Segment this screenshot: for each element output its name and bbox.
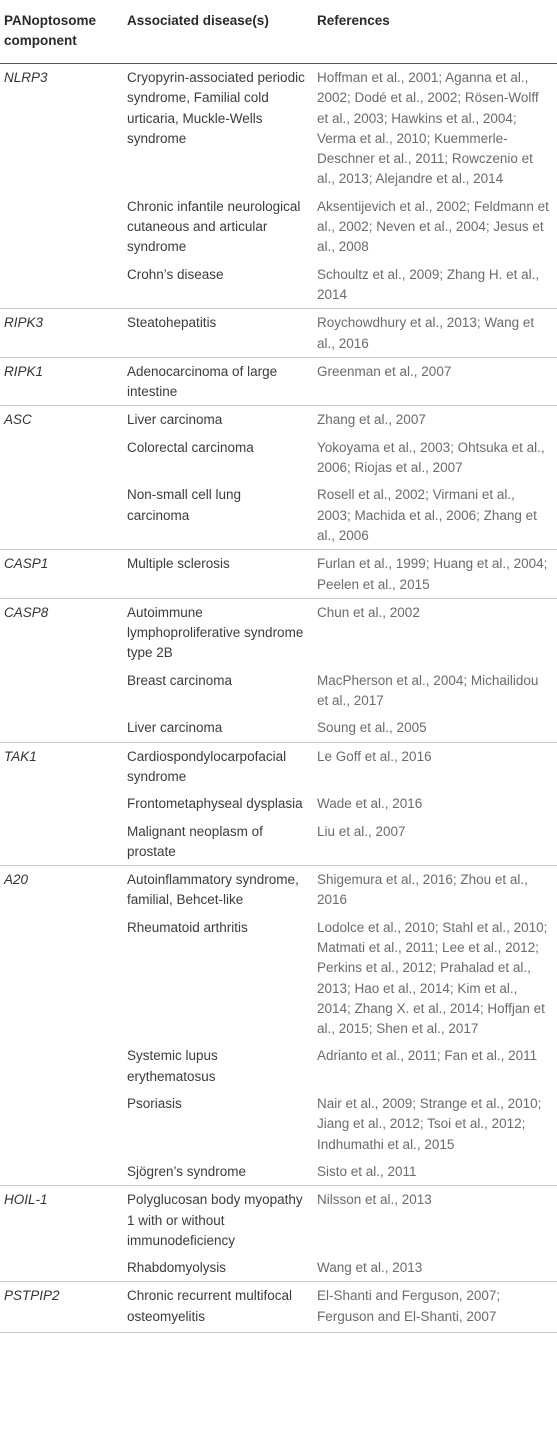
references-cell: Le Goff et al., 2016	[313, 742, 557, 790]
references-cell: Sisto et al., 2011	[317, 1163, 417, 1179]
table-row	[0, 1186, 557, 1254]
references-cell: Roychowdhury et al., 2013; Wang et al., 2016	[313, 309, 557, 358]
table-row	[0, 481, 557, 549]
component-cell	[0, 790, 123, 817]
disease-cell: Crohn’s disease	[127, 266, 224, 282]
table-row	[0, 64, 557, 193]
table-row	[0, 598, 557, 666]
references-cell: Adrianto et al., 2011; Fan et al., 2011	[317, 1048, 538, 1064]
component-cell	[0, 1042, 123, 1090]
component-cell: RIPK3	[0, 309, 123, 358]
table-row	[0, 818, 557, 866]
disease-cell: Rheumatoid arthritis	[127, 919, 248, 935]
table-row	[0, 1090, 557, 1158]
disease-cell: Autoinflammatory syndrome, familial, Behcet-like	[123, 866, 313, 914]
table-row	[0, 357, 557, 406]
disease-cell: Colorectal carcinoma	[127, 439, 254, 455]
disease-cell: Malignant neoplasm of prostate	[127, 823, 263, 859]
component-cell: CASP1	[0, 550, 123, 599]
disease-cell: Liver carcinoma	[123, 406, 313, 434]
disease-cell: Chronic recurrent multifocal osteomyelitis	[123, 1282, 313, 1333]
table-row	[0, 550, 557, 599]
table-row	[0, 406, 557, 434]
references-cell: Wang et al., 2013	[317, 1260, 423, 1276]
references-cell: Lodolce et al., 2010; Stahl et al., 2010; Matmati et al., 2011; Lee et al., 2012; Perkins et al., 2012; Prahalad et al., 2013; Hao et al., 2014; Kim et al., 2014; Zhang X. et al., 2014; Hoffjan et al., 2015; Shen et al., 2017	[317, 919, 548, 1037]
component-cell: A20	[0, 866, 123, 914]
references-cell: Wade et al., 2016	[317, 796, 423, 812]
component-cell	[0, 818, 123, 866]
disease-cell: Non-small cell lung carcinoma	[127, 487, 242, 523]
references-cell: Hoffman et al., 2001; Aganna et al., 2002; Dodé et al., 2002; Rösen-Wolff et al., 2003; Hawkins et al., 2004; Verma et al., 2010; Kuemmerle-Deschner et al., 2011; Rowczenio et al., 2013; Alejandre et al., 2014	[317, 70, 539, 187]
disease-cell: Psoriasis	[127, 1096, 182, 1112]
references-cell: Furlan et al., 1999; Huang et al., 2004; Peelen et al., 2015	[313, 550, 557, 599]
disease-cell: Multiple sclerosis	[123, 550, 313, 599]
disease-cell: Steatohepatitis	[123, 309, 313, 358]
component-cell: RIPK1	[0, 357, 123, 406]
table-row	[0, 1282, 557, 1333]
component-cell: HOIL-1	[0, 1186, 123, 1254]
component-cell	[0, 1090, 123, 1158]
table-row	[0, 790, 557, 817]
component-cell	[0, 1254, 123, 1282]
disease-cell: Systemic lupus erythematosus	[127, 1048, 218, 1084]
component-cell: ASC	[0, 406, 123, 434]
references-cell: Yokoyama et al., 2003; Ohtsuka et al., 2006; Riojas et al., 2007	[317, 439, 545, 476]
header-component: PANoptosome component	[0, 0, 123, 64]
component-cell	[0, 914, 123, 1043]
component-cell: PSTPIP2	[0, 1282, 123, 1333]
references-cell: Nilsson et al., 2013	[313, 1186, 557, 1254]
table-row	[0, 866, 557, 914]
references-cell: Rosell et al., 2002; Virmani et al., 2003; Machida et al., 2006; Zhang et al., 2006	[317, 487, 537, 543]
component-cell: NLRP3	[4, 70, 48, 85]
disease-cell: Cardiospondylocarpofacial syndrome	[123, 742, 313, 790]
table-row	[0, 309, 557, 358]
table-row	[0, 1158, 557, 1186]
table-row	[0, 667, 557, 715]
references-cell: Liu et al., 2007	[317, 823, 406, 839]
component-cell: TAK1	[0, 742, 123, 790]
component-cell	[0, 481, 123, 549]
table-row	[0, 1042, 557, 1090]
component-cell	[0, 261, 123, 309]
disease-cell: Breast carcinoma	[127, 672, 233, 688]
references-cell: Shigemura et al., 2016; Zhou et al., 2016	[313, 866, 557, 914]
component-cell	[0, 193, 123, 261]
table-row	[0, 261, 557, 309]
disease-cell: Polyglucosan body myopathy 1 with or without immunodeficiency	[123, 1186, 313, 1254]
references-cell: MacPherson et al., 2004; Michailidou et al., 2017	[317, 672, 539, 709]
table-row	[0, 714, 557, 742]
component-cell	[0, 667, 123, 715]
references-cell: Chun et al., 2002	[313, 598, 557, 666]
references-cell: Greenman et al., 2007	[313, 357, 557, 406]
references-cell: Nair et al., 2009; Strange et al., 2010; Jiang et al., 2012; Tsoi et al., 2012; Indhumathi et al., 2015	[317, 1096, 542, 1152]
header-disease: Associated disease(s)	[123, 0, 313, 64]
references-cell: Aksentijevich et al., 2002; Feldmann et al., 2002; Neven et al., 2004; Jesus et al., 2008	[317, 198, 549, 255]
references-cell: Schoultz et al., 2009; Zhang H. et al., 2014	[317, 266, 540, 302]
table-body	[0, 64, 557, 1333]
table-row	[0, 1254, 557, 1282]
table-row	[0, 434, 557, 482]
disease-cell: Liver carcinoma	[127, 720, 223, 736]
disease-cell: Rhabdomyolysis	[127, 1260, 227, 1276]
disease-cell: Autoimmune lymphoproliferative syndrome type 2B	[123, 598, 313, 666]
header-references: References	[313, 0, 557, 64]
disease-cell: Frontometaphyseal dysplasia	[127, 796, 303, 812]
references-cell: Soung et al., 2005	[317, 720, 427, 736]
component-cell	[0, 1158, 123, 1186]
table-row	[0, 193, 557, 261]
references-cell: Zhang et al., 2007	[313, 406, 557, 434]
table-header	[0, 0, 557, 64]
disease-cell: Cryopyrin-associated periodic syndrome, Familial cold urticaria, Muckle-Wells syndrome	[127, 70, 305, 146]
component-cell	[0, 434, 123, 482]
disease-cell: Adenocarcinoma of large intestine	[123, 357, 313, 406]
component-cell: CASP8	[0, 598, 123, 666]
disease-cell: Chronic infantile neurological cutaneous and articular syndrome	[127, 198, 301, 255]
references-cell: El-Shanti and Ferguson, 2007; Ferguson and El-Shanti, 2007	[313, 1282, 557, 1333]
table-row	[0, 914, 557, 1043]
table-row	[0, 742, 557, 790]
disease-cell: Sjögren’s syndrome	[127, 1163, 247, 1179]
header-row	[0, 0, 557, 64]
component-cell	[0, 714, 123, 742]
